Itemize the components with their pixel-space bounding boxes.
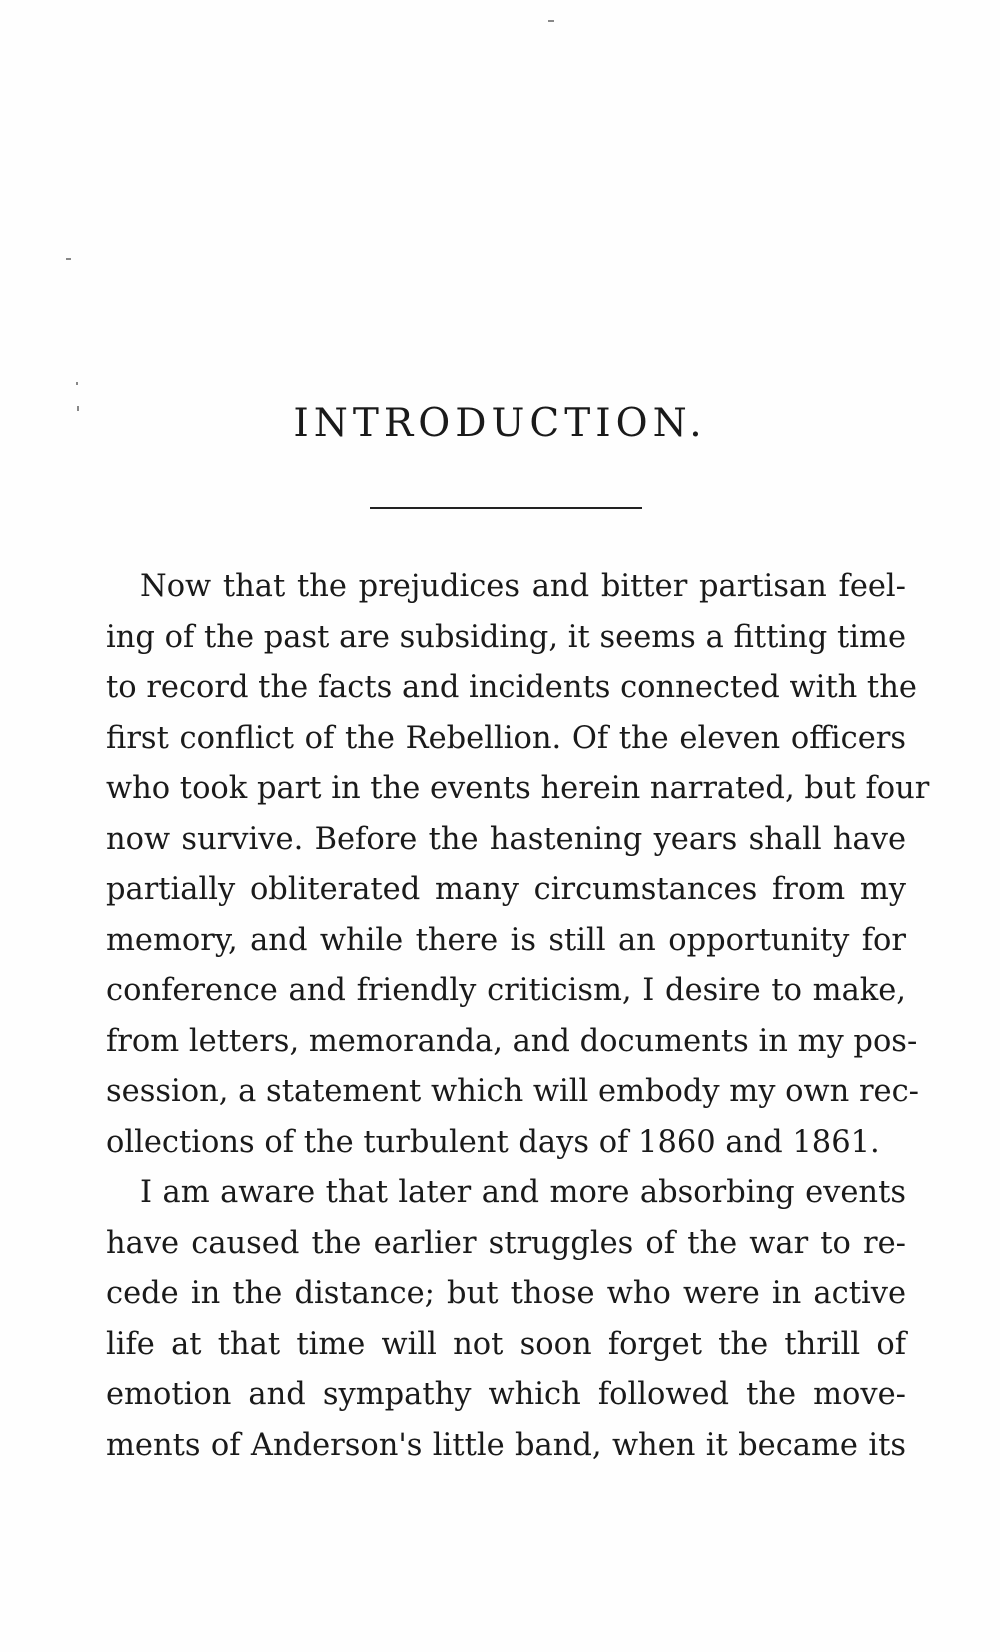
- text-line: first conflict of the Rebellion. Of the eleven officers: [106, 720, 906, 756]
- text-line: have caused the earlier struggles of the war to re-: [106, 1225, 906, 1261]
- text-line: memory, and while there is still an opportunity for: [106, 922, 906, 958]
- paragraph: [106, 562, 930, 1168]
- text-line: I am aware that later and more absorbing events: [140, 1175, 906, 1210]
- text-line: ollections of the turbulent days of 1860 and 1861.: [106, 1124, 880, 1160]
- text-line: partially obliterated many circumstances from my: [106, 872, 906, 907]
- print-speck: [76, 382, 78, 385]
- text-line: Now that the prejudices and bitter partisan feel-: [140, 569, 906, 604]
- title-divider: [370, 507, 642, 509]
- text-line: conference and friendly criticism, I desire to make,: [106, 973, 906, 1008]
- text-line: session, a statement which will embody my own rec-: [106, 1074, 919, 1109]
- text-line: life at that time will not soon forget the thrill of: [106, 1326, 906, 1362]
- paragraph: [106, 1168, 906, 1471]
- text-line: who took part in the events herein narrated, but four: [106, 771, 930, 806]
- print-speck: [66, 258, 71, 260]
- text-line: from letters, memoranda, and documents in my pos-: [106, 1023, 918, 1059]
- print-speck: [548, 20, 554, 22]
- chapter-title: INTRODUCTION.: [293, 401, 707, 446]
- text-line: now survive. Before the hastening years shall have: [106, 821, 906, 857]
- text-line: emotion and sympathy which followed the move-: [106, 1377, 906, 1412]
- text-line: cede in the distance; but those who were in active: [106, 1276, 906, 1311]
- body-text: [106, 562, 930, 1471]
- text-line: ing of the past are subsiding, it seems a fitting time: [106, 619, 906, 655]
- text-line: ments of Anderson's little band, when it became its: [106, 1427, 906, 1463]
- text-line: to record the facts and incidents connected with the: [106, 670, 917, 705]
